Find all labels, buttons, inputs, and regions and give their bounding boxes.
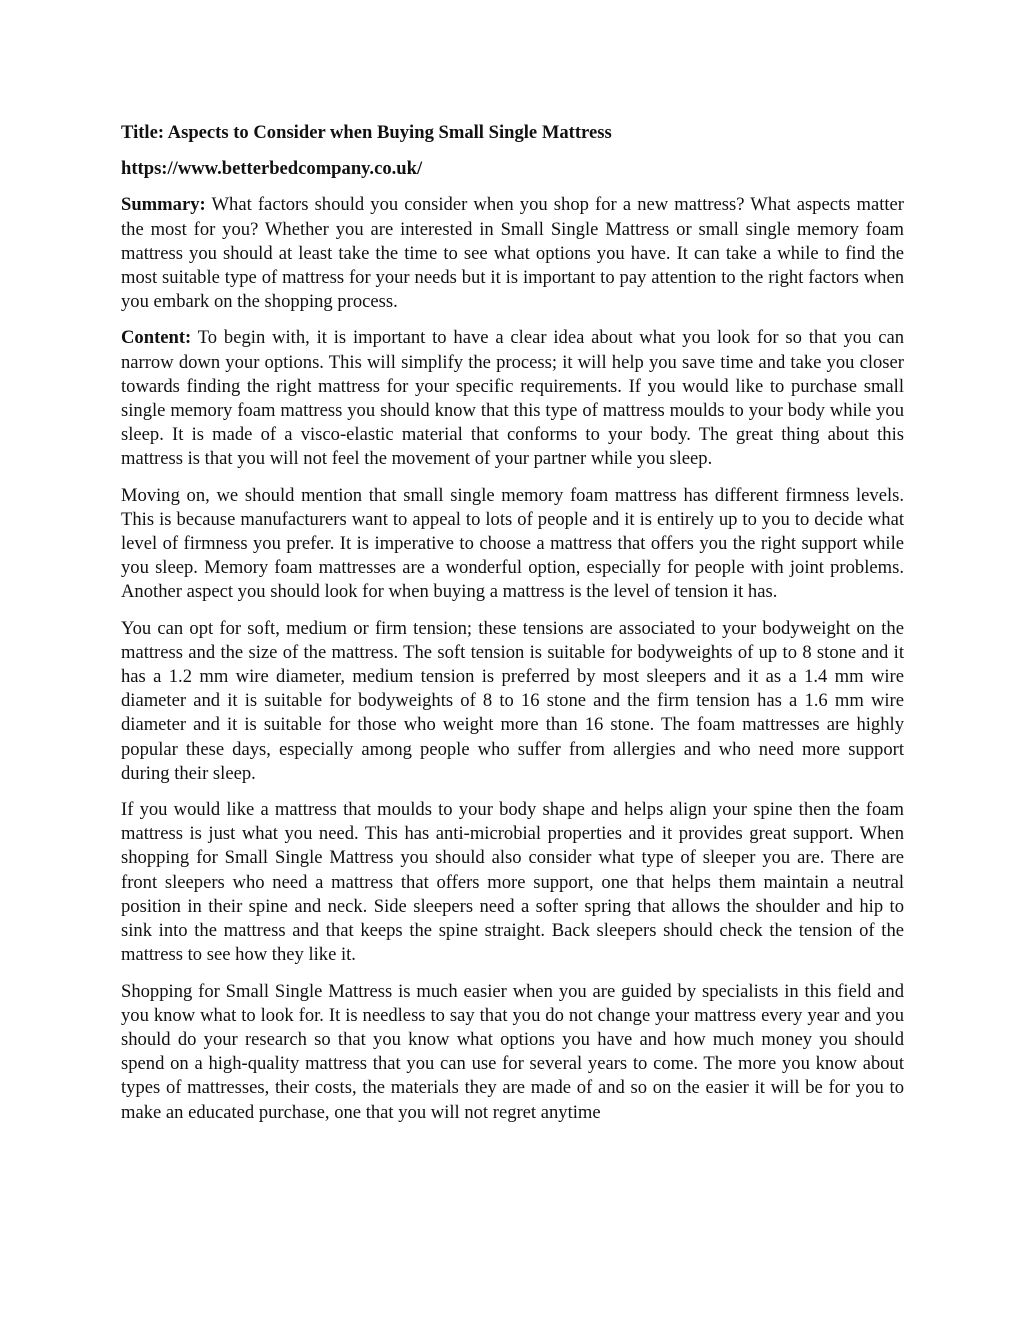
content-label: Content: [121, 327, 192, 349]
document-page [121, 121, 904, 1137]
document-title: Title: Aspects to Consider when Buying Small Single Mattress [121, 122, 612, 143]
content-paragraph [121, 326, 904, 471]
summary-label: Summary: [121, 194, 206, 216]
body-paragraph-firmness: Moving on, we should mention that small single memory foam mattress has different firmness levels. This is because manufacturers want to appeal to lots of people and it is entirely up to you to decide what level of firmness you prefer. It is imperative to choose a mattress that offers you the right support while you sleep. Memory foam mattresses are a wonderful option, especially for people with joint problems. Another aspect you should look for when buying a mattress is the level of tension it has. [121, 484, 904, 603]
summary-text: What factors should you consider when you shop for a new mattress? What aspects matter the most for you? Whether you are interested in Small Single Mattress or small single memory foam mattress you should at least take the time to see what options you have. It can take a while to find the most suitable type of mattress for your needs but it is important to pay attention to the right factors when you embark on the shopping process. [121, 194, 904, 313]
body-paragraph-tension: You can opt for soft, medium or firm tension; these tensions are associated to your bodyweight on the mattress and the size of the mattress. The soft tension is suitable for bodyweights of up to 8 stone and it has a 1.2 mm wire diameter, medium tension is preferred by most sleepers and it as a 1.4 mm wire diameter and it is suitable for bodyweights of 8 to 16 stone and the firm tension has a 1.6 mm wire diameter and it is suitable for those who weight more than 16 stone. The foam mattresses are highly popular these days, especially among people who suffer from allergies and who need more support during their sleep. [121, 617, 904, 784]
document-url: https://www.betterbedcompany.co.uk/ [121, 158, 423, 180]
summary-paragraph [121, 193, 904, 314]
body-paragraph-sleeper-type: If you would like a mattress that moulds to your body shape and helps align your spine then the foam mattress is just what you need. This has anti-microbial properties and it provides great support. When shopping for Small Single Mattress you should also consider what type of sleeper you are. There are front sleepers who need a mattress that offers more support, one that helps them maintain a neutral position in their spine and neck. Side sleepers need a softer spring that allows the shoulder and hip to sink into the mattress and that keeps the spine straight. Back sleepers should check the tension of the mattress to see how they like it. [121, 799, 904, 966]
body-paragraph-shopping: Shopping for Small Single Mattress is much easier when you are guided by specialists in this field and you know what to look for. It is needless to say that you do not change your mattress every year and you should do your research so that you know what options you have and how much money you should spend on a high-quality mattress that you can use for several years to come. The more you know about types of mattresses, their costs, the materials they are made of and so on the easier it will be for you to make an educated purchase, one that you will not regret anytime [121, 980, 904, 1123]
content-text: To begin with, it is important to have a clear idea about what you look for so that you can narrow down your options. This will simplify the process; it will help you save time and take you closer towards finding the right mattress for your specific requirements. If you would like to purchase small single memory foam mattress you should know that this type of mattress moulds to your body while you sleep. It is made of a visco-elastic material that conforms to your body. The great thing about this mattress is that you will not feel the movement of your partner while you sleep. [121, 327, 904, 470]
